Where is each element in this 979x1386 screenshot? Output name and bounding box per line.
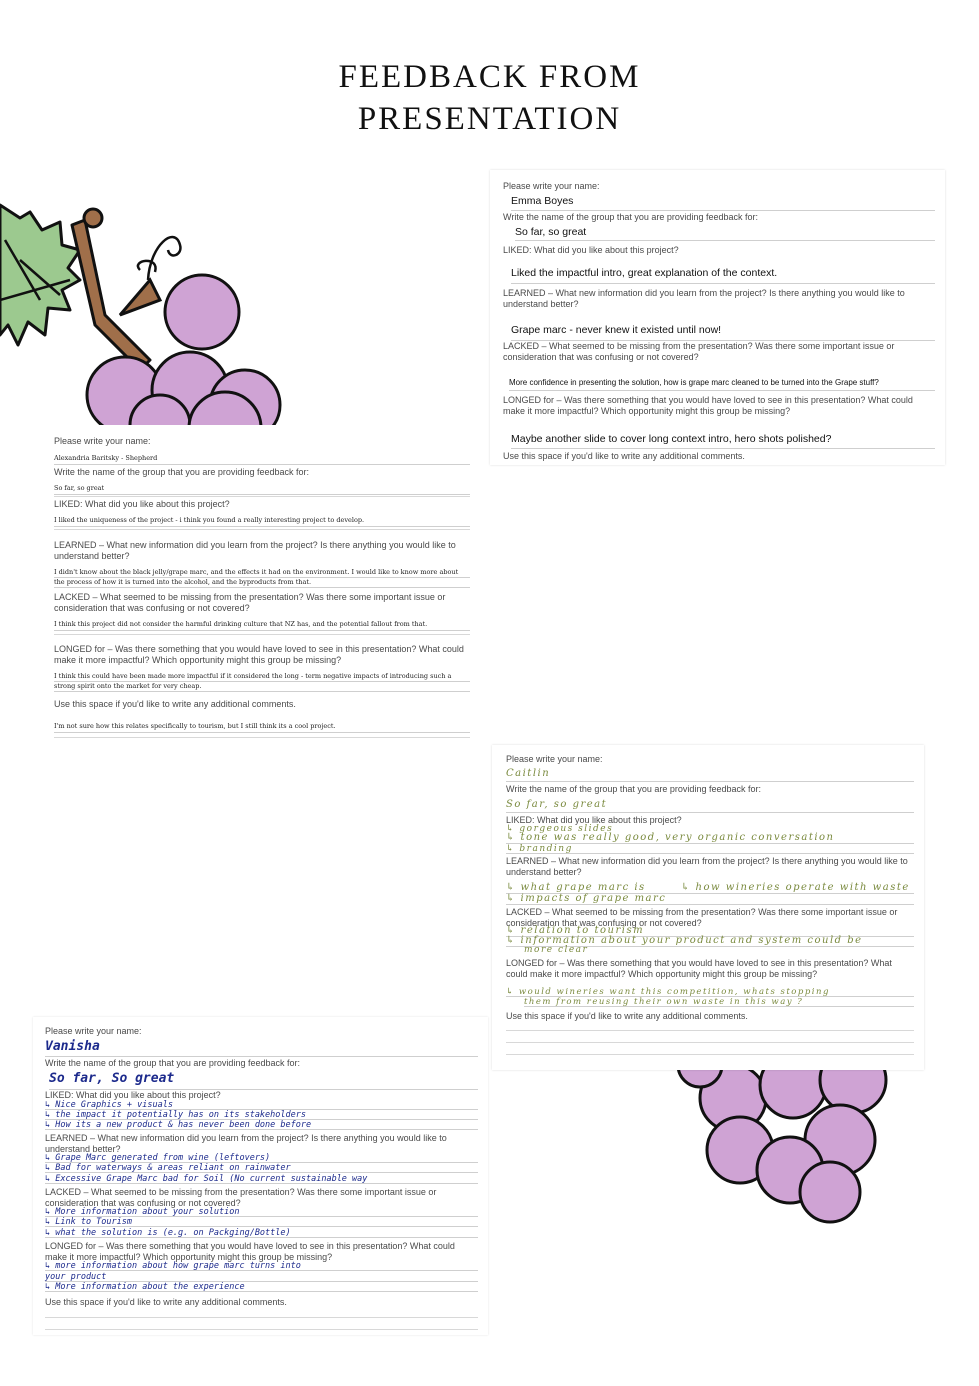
group-question: Write the name of the group that you are providing feedback for: xyxy=(506,784,761,794)
longed-answer-line-2: your product xyxy=(45,1272,478,1282)
liked-answer-line-1: ↳ Nice Graphics + visuals xyxy=(45,1100,478,1110)
group-answer: So far, so great xyxy=(515,227,935,241)
name-answer: Emma Boyes xyxy=(511,196,935,211)
group-answer: So far, so great xyxy=(506,800,914,813)
learned-question: LEARNED – What new information did you learn from the project? Is there anything you would like to understand better? xyxy=(506,856,908,877)
learned-answer-1b: ↳ how wineries operate with waste xyxy=(681,882,910,893)
group-question: Write the name of the group that you are providing feedback for: xyxy=(54,467,309,477)
learned-answer-line-1: I didn't know about the black jelly/grape marc, and the effects it had on the environment. I would like to know more about xyxy=(54,568,470,578)
learned-question: LEARNED – What new information did you learn from the project? Is there anything you would like to understand better? xyxy=(54,540,456,561)
lacked-answer-line-1: ↳ More information about your solution xyxy=(45,1207,478,1217)
feedback-form-vanisha xyxy=(33,1017,488,1335)
liked-answer-line-1: ↳ gorgeous slides xyxy=(506,824,614,834)
lacked-question: LACKED – What seemed to be missing from the presentation? Was there some important issue or consideration that was confusing or not covered? xyxy=(45,1187,437,1208)
extra-question: Use this space if you'd like to write any additional comments. xyxy=(503,451,745,461)
group-question: Write the name of the group that you are providing feedback for: xyxy=(503,212,758,222)
lacked-answer-line-3: more clear xyxy=(524,945,589,955)
feedback-form-caitlin xyxy=(492,745,924,1070)
lacked-answer-line-2: ↳ information about your product and system could be xyxy=(506,936,914,947)
longed-answer-line-1: ↳ more information about how grape marc turns into xyxy=(45,1261,478,1271)
lacked-answer: More confidence in presenting the solution, how is grape marc cleaned to be turned into the Grape stuff? xyxy=(509,377,935,391)
name-question: Please write your name: xyxy=(503,181,600,191)
learned-question: LEARNED – What new information did you learn from the project? Is there anything you would like to understand better? xyxy=(503,288,905,309)
longed-question: LONGED for – Was there something that you would have loved to see in this presentation? What could make it more impactful? Which opportunity might this group be missing? xyxy=(54,644,464,665)
learned-answer-line-2: ↳ Bad for waterways & areas reliant on rainwater xyxy=(45,1163,478,1173)
extra-question: Use this space if you'd like to write any additional comments. xyxy=(45,1297,287,1307)
lacked-question: LACKED – What seemed to be missing from the presentation? Was there some important issue or consideration that was confusing or not covered? xyxy=(503,341,895,362)
grape-bunch-icon xyxy=(665,1050,895,1230)
longed-answer-line-3: ↳ More information about the experience xyxy=(45,1282,478,1292)
learned-answer-1a: ↳ what grape marc is xyxy=(506,882,646,893)
extra-question: Use this space if you'd like to write any additional comments. xyxy=(54,699,296,709)
group-answer: So far, So great xyxy=(49,1073,478,1090)
page-title xyxy=(0,56,979,140)
name-answer: Vanisha xyxy=(45,1041,478,1057)
liked-answer: Liked the impactful intro, great explanation of the context. xyxy=(511,268,935,284)
group-answer: So far, so great xyxy=(54,484,470,495)
liked-question: LIKED: What did you like about this project? xyxy=(45,1090,221,1100)
lacked-answer: I think this project did not consider the harmful drinking culture that NZ has, and the potential fallout from that. xyxy=(54,620,470,631)
lacked-question: LACKED – What seemed to be missing from the presentation? Was there some important issue or consideration that was confusing or not covered? xyxy=(54,592,446,613)
longed-question: LONGED for – Was there something that you would have loved to see in this presentation? What could make it more impactful? Which opportunity might this group be missing? xyxy=(503,395,913,416)
name-question: Please write your name: xyxy=(54,436,151,446)
grape-bunch-with-leaf-icon xyxy=(0,200,290,425)
longed-answer: Maybe another slide to cover long context intro, hero shots polished? xyxy=(511,434,935,449)
extra-question: Use this space if you'd like to write any additional comments. xyxy=(506,1011,748,1021)
liked-answer-line-3: ↳ How its a new product & has never been done before xyxy=(45,1120,478,1130)
longed-question: LONGED for – Was there something that you would have loved to see in this presentation? What could make it more impactful? Which opportunity might this group be missing? xyxy=(45,1241,455,1262)
name-question: Please write your name: xyxy=(45,1026,142,1036)
liked-answer-line-2: ↳ tone was really good, very organic conversation xyxy=(506,833,914,844)
feedback-form-emma xyxy=(490,170,945,465)
longed-question: LONGED for – Was there something that you would have loved to see in this presentation? What could make it more impactful? Which opportunity might this group be missing? xyxy=(506,958,892,979)
feedback-form-alexandria xyxy=(40,425,480,750)
learned-question: LEARNED – What new information did you learn from the project? Is there anything you would like to understand better? xyxy=(45,1133,447,1154)
title-line-1: FEEDBACK FROM xyxy=(338,59,641,95)
learned-answer-line-2: the process of how it is turned into the alcohol, and the byproducts from that. xyxy=(54,578,470,588)
longed-answer-line-2: them from reusing their own waste in this way ? xyxy=(524,997,914,1007)
lacked-answer-line-2: ↳ Link to Tourism xyxy=(45,1217,478,1227)
learned-answer: Grape marc - never knew it existed until now! xyxy=(511,325,935,341)
learned-answer-line-3: ↳ Excessive Grape Marc bad for Soil (No current sustainable way xyxy=(45,1174,478,1184)
liked-question: LIKED: What did you like about this project? xyxy=(54,499,230,509)
name-answer: Caitlin xyxy=(506,769,914,782)
liked-question: LIKED: What did you like about this project? xyxy=(503,245,679,255)
lacked-answer-line-3: ↳ what the solution is (e.g. on Packging/Bottle) xyxy=(45,1228,478,1238)
liked-answer-line-3: ↳ branding xyxy=(506,844,914,854)
group-question: Write the name of the group that you are providing feedback for: xyxy=(45,1058,300,1068)
liked-answer-line-2: ↳ the impact it potentially has on its stakeholders xyxy=(45,1110,478,1120)
longed-answer-line-1: ↳ would wineries want this competition, whats stopping xyxy=(506,987,914,997)
liked-answer: I liked the uniqueness of the project - i think you found a really interesting project to develop. xyxy=(54,516,470,527)
liked-question: LIKED: What did you like about this project? xyxy=(506,815,682,825)
longed-answer-line-1: I think this could have been made more impactful if it considered the long - term negative impacts of introducing such a xyxy=(54,672,470,682)
name-answer: Alexandria Baritsky - Shepherd xyxy=(54,454,470,465)
lacked-answer-line-1: ↳ relation to tourism xyxy=(506,926,914,937)
name-question: Please write your name: xyxy=(506,754,603,764)
lacked-question: LACKED – What seemed to be missing from the presentation? Was there some important issue or consideration that was confusing or not covered? xyxy=(506,907,898,928)
learned-answer-line-2: ↳ impacts of grape marc xyxy=(506,894,914,905)
learned-answer-line-1: ↳ Grape Marc generated from wine (leftovers) xyxy=(45,1153,478,1163)
longed-answer-line-2: strong spirit onto the market for very cheap. xyxy=(54,682,470,692)
extra-answer: I'm not sure how this relates specifically to tourism, but I still think its a cool project. xyxy=(54,722,470,733)
title-line-2: PRESENTATION xyxy=(357,101,622,137)
